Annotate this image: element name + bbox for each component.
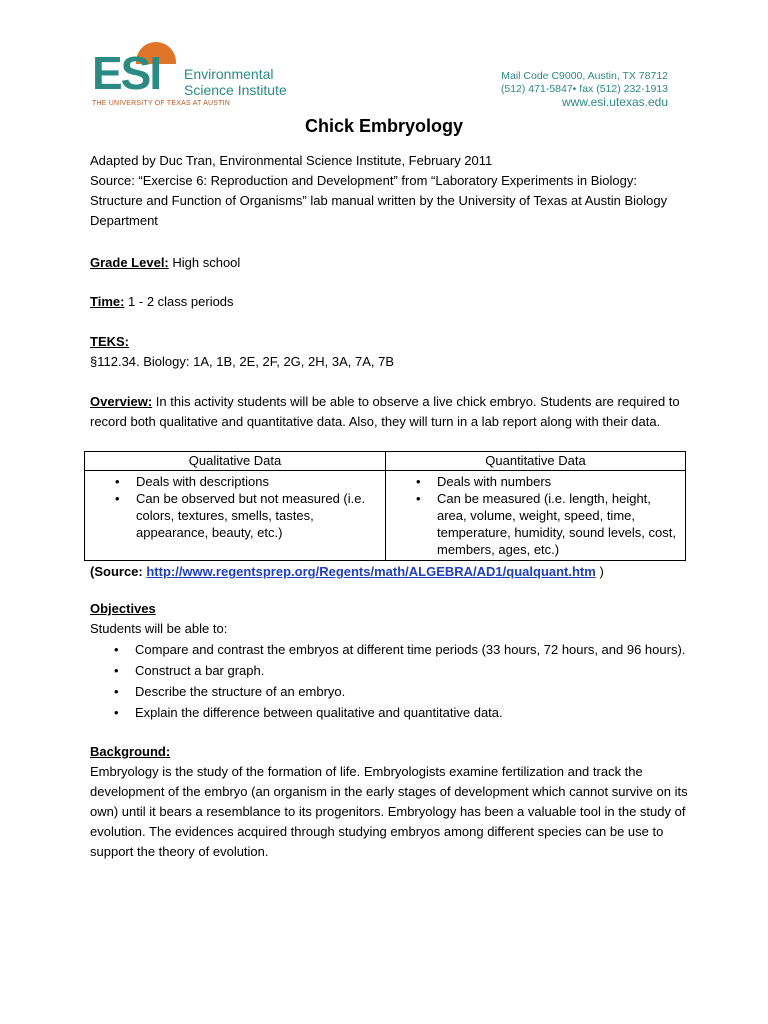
contact-website: www.esi.utexas.edu (561, 95, 668, 109)
grade-value: High school (168, 255, 241, 270)
list-item: • Compare and contrast the embryos at different time periods (33 hours, 72 hours, and 96 hours). (90, 639, 690, 660)
objectives-label: Objectives (90, 601, 156, 616)
teks-label: TEKS: (90, 334, 129, 349)
esi-logo (92, 42, 292, 110)
contact-block (501, 70, 668, 109)
attribution-block (90, 151, 690, 231)
background-line: own) until it bears a resemblance to its progenitors. Embryology has been a valuable tool in the study of (90, 804, 686, 819)
data-types-table (84, 451, 686, 561)
objectives-block (90, 599, 690, 723)
table-header-quantitative: Quantitative Data (386, 452, 686, 471)
time-value: 1 - 2 class periods (124, 294, 234, 309)
table-source-prefix: (Source: (90, 564, 147, 579)
background-line: support the theory of evolution. (90, 844, 269, 859)
list-item: • Construct a bar graph. (90, 660, 690, 681)
background-line: evolution. The evidences acquired through studying embryos among different species can be use to (90, 824, 664, 839)
list-item: • Describe the structure of an embryo. (90, 681, 690, 702)
table-header-row (85, 452, 686, 471)
source-line-3: Department (90, 213, 158, 228)
table-source (90, 562, 604, 582)
teks-block (90, 332, 690, 372)
overview-label: Overview: (90, 394, 153, 409)
quantitative-cell (386, 471, 686, 561)
background-line: Embryology is the study of the formation of life. Embryologists examine fertilization and track the (90, 764, 643, 779)
table-header-qualitative: Qualitative Data (85, 452, 386, 471)
background-line: development of the embryo (an organism in the early stages of development which cannot survive on its (90, 784, 688, 799)
objectives-list (90, 639, 690, 723)
grade-level (90, 253, 690, 273)
time-label: Time: (90, 294, 125, 309)
contact-phone: (512) 471-5847• fax (512) 232-1913 (500, 83, 668, 95)
source-line-2: Structure and Function of Organisms” lab manual written by the University of Texas at Austin Biology (90, 193, 668, 208)
table-source-suffix: ) (595, 564, 604, 579)
contact-address: Mail Code C9000, Austin, TX 78712 (501, 70, 668, 82)
background-block (90, 742, 700, 862)
teks-value: §112.34. Biology: 1A, 1B, 2E, 2F, 2G, 2H, 3A, 7A, 7B (90, 354, 394, 369)
table-row (85, 471, 686, 561)
logo-mark: ESI (92, 47, 161, 99)
document-title: Chick Embryology (304, 116, 464, 136)
grade-label: Grade Level: (90, 255, 169, 270)
objectives-intro: Students will be able to: (90, 621, 228, 636)
overview-text-2: record both qualitative and quantitative data. Also, they will turn in a lab report along with their data. (90, 414, 661, 429)
list-item: • Can be observed but not measured (i.e. colors, textures, smells, tastes, appearance, beauty, etc.) (85, 490, 385, 541)
logo-text-line1: Environmental (184, 66, 274, 82)
list-item: • Explain the difference between qualitative and quantitative data. (90, 702, 690, 723)
table-source-link[interactable]: http://www.regentsprep.org/Regents/math/ALGEBRA/AD1/qualquant.htm (146, 564, 596, 579)
overview-block (90, 392, 700, 432)
adapted-line: Adapted by Duc Tran, Environmental Science Institute, February 2011 (90, 153, 493, 168)
time-block (90, 292, 690, 312)
list-item: • Can be measured (i.e. length, height, area, volume, weight, speed, time, temperature, humidity, sound levels, cost, members, ages, etc.) (386, 490, 685, 558)
list-item: • Deals with descriptions (85, 473, 385, 490)
logo-text-line2: Science Institute (184, 82, 287, 98)
logo-subtitle: THE UNIVERSITY OF TEXAS AT AUSTIN (92, 100, 230, 107)
list-item: • Deals with numbers (386, 473, 685, 490)
overview-text-1: In this activity students will be able to observe a live chick embryo. Students are required to (152, 394, 680, 409)
source-line-1: Source: “Exercise 6: Reproduction and Development” from “Laboratory Experiments in Biology: (90, 173, 637, 188)
qualitative-cell (85, 471, 386, 561)
background-label: Background: (90, 744, 171, 759)
